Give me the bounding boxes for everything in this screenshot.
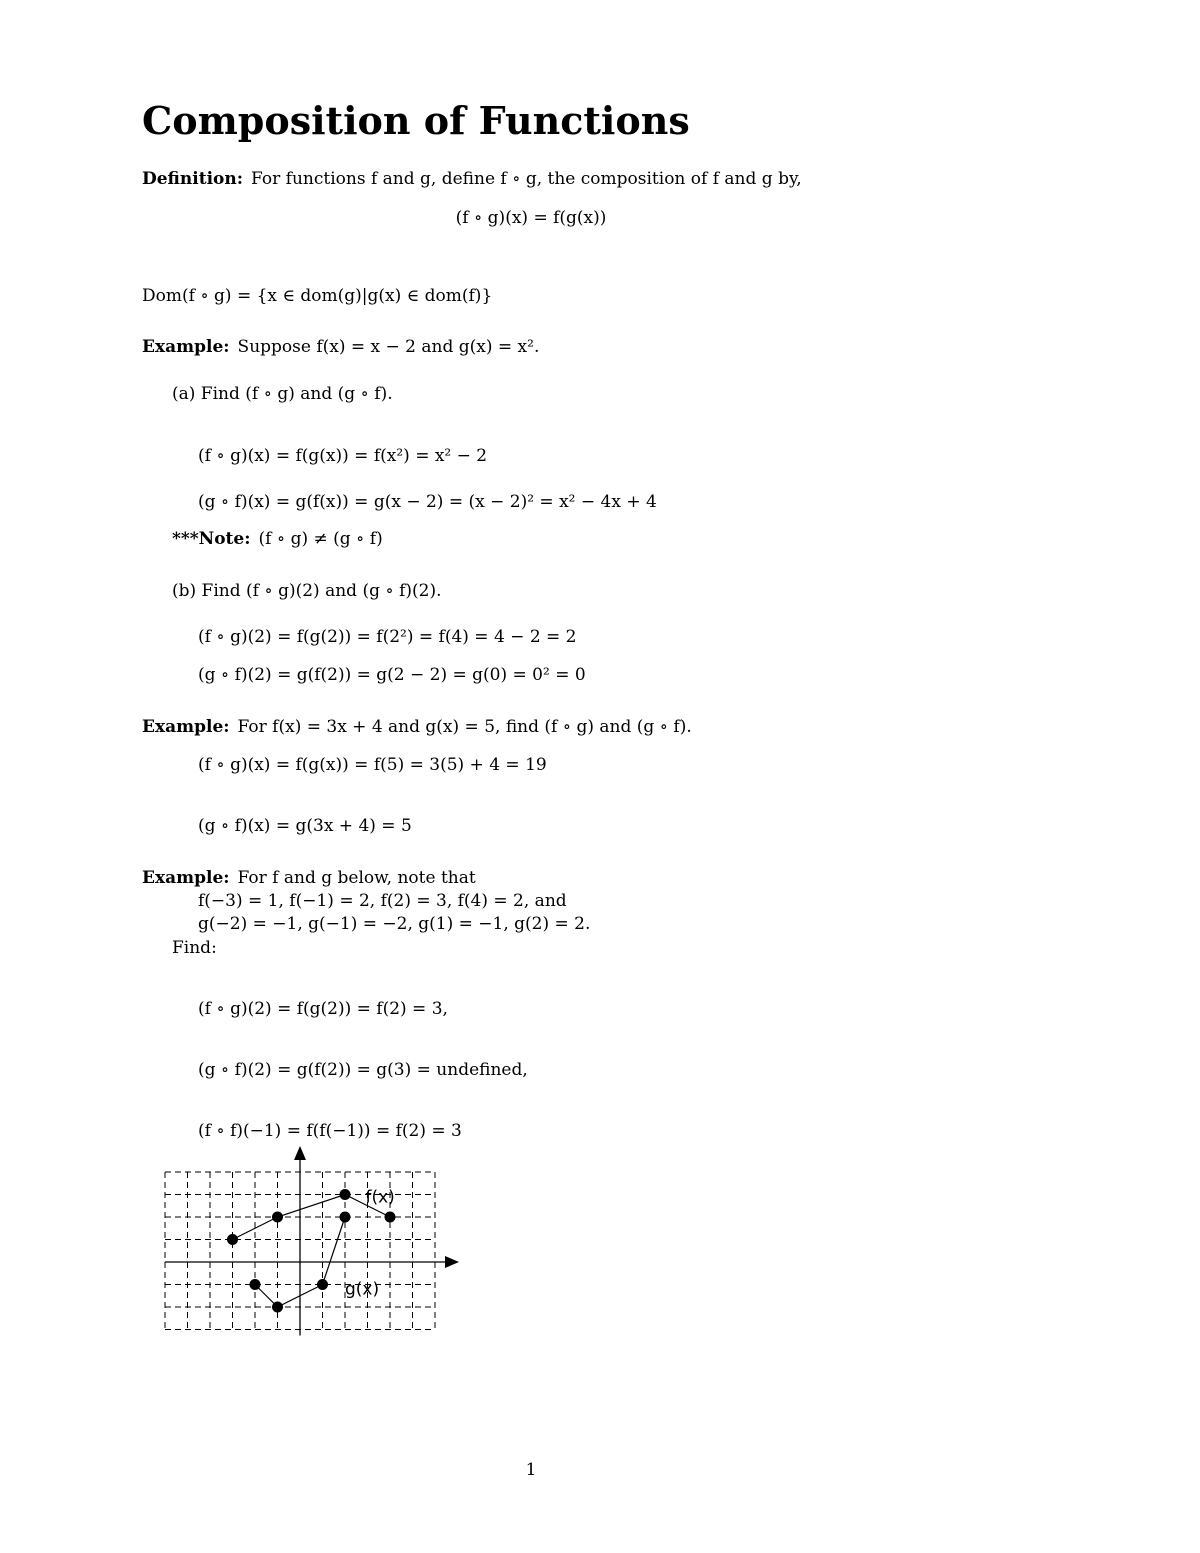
data-point bbox=[317, 1279, 328, 1290]
example3-text: For f and g below, note that bbox=[237, 868, 476, 888]
example1-fog: (f ∘ g)(x) = f(g(x)) = f(x²) = x² − 2 bbox=[198, 446, 488, 466]
x-axis-arrow-icon bbox=[445, 1256, 459, 1268]
data-point bbox=[272, 1212, 283, 1223]
example3-find: Find: bbox=[172, 938, 217, 958]
example1-text: Suppose f(x) = x − 2 and g(x) = x². bbox=[237, 337, 540, 357]
series-label-f: f(x) bbox=[365, 1187, 395, 1208]
example1-part-a: (a) Find (f ∘ g) and (g ∘ f). bbox=[172, 384, 393, 404]
data-point bbox=[385, 1212, 396, 1223]
example1 bbox=[142, 336, 539, 358]
data-point bbox=[340, 1189, 351, 1200]
example3-fof: (f ∘ f)(−1) = f(f(−1)) = f(2) = 3 bbox=[198, 1121, 462, 1141]
definition-formula: (f ∘ g)(x) = f(g(x)) bbox=[455, 208, 607, 228]
page-title: Composition of Functions bbox=[142, 98, 690, 143]
definition bbox=[142, 168, 802, 190]
example3-label: Example: bbox=[142, 868, 230, 888]
example1-gof: (g ∘ f)(x) = g(f(x)) = g(x − 2) = (x − 2)² = x² − 4x + 4 bbox=[198, 492, 657, 512]
note-text: (f ∘ g) ≠ (g ∘ f) bbox=[258, 529, 383, 549]
example1-note bbox=[172, 528, 383, 550]
page-number: 1 bbox=[525, 1460, 537, 1480]
example1-label: Example: bbox=[142, 337, 230, 357]
example3 bbox=[142, 867, 476, 889]
note-label: ***Note: bbox=[172, 529, 251, 549]
data-point bbox=[340, 1212, 351, 1223]
example1-gof2: (g ∘ f)(2) = g(f(2)) = g(2 − 2) = g(0) = 0² = 0 bbox=[198, 665, 586, 685]
example2-label: Example: bbox=[142, 717, 230, 737]
data-point bbox=[227, 1234, 238, 1245]
example3-fog2: (f ∘ g)(2) = f(g(2)) = f(2) = 3, bbox=[198, 999, 448, 1019]
example1-fog2: (f ∘ g)(2) = f(g(2)) = f(2²) = f(4) = 4 − 2 = 2 bbox=[198, 627, 577, 647]
example2-gof: (g ∘ f)(x) = g(3x + 4) = 5 bbox=[198, 816, 412, 836]
data-point bbox=[272, 1302, 283, 1313]
definition-text: For functions f and g, define f ∘ g, the composition of f and g by, bbox=[251, 169, 802, 189]
data-point bbox=[250, 1279, 261, 1290]
example3-gof2: (g ∘ f)(2) = g(f(2)) = g(3) = undefined, bbox=[198, 1060, 528, 1080]
example2-fog: (f ∘ g)(x) = f(g(x)) = f(5) = 3(5) + 4 = 19 bbox=[198, 755, 547, 775]
domain-line: Dom(f ∘ g) = {x ∈ dom(g)|g(x) ∈ dom(f)} bbox=[142, 286, 493, 306]
definition-label: Definition: bbox=[142, 169, 244, 189]
series-label-g: g(x) bbox=[345, 1279, 380, 1300]
example2-text: For f(x) = 3x + 4 and g(x) = 5, find (f ∘ g) and (g ∘ f). bbox=[237, 717, 692, 737]
function-graph bbox=[160, 1146, 470, 1341]
example3-f-values: f(−3) = 1, f(−1) = 2, f(2) = 3, f(4) = 2, and bbox=[198, 891, 567, 911]
example1-part-b: (b) Find (f ∘ g)(2) and (g ∘ f)(2). bbox=[172, 581, 442, 601]
y-axis-arrow-icon bbox=[294, 1146, 306, 1160]
example3-g-values: g(−2) = −1, g(−1) = −2, g(1) = −1, g(2) = 2. bbox=[198, 914, 591, 934]
example2 bbox=[142, 716, 692, 738]
